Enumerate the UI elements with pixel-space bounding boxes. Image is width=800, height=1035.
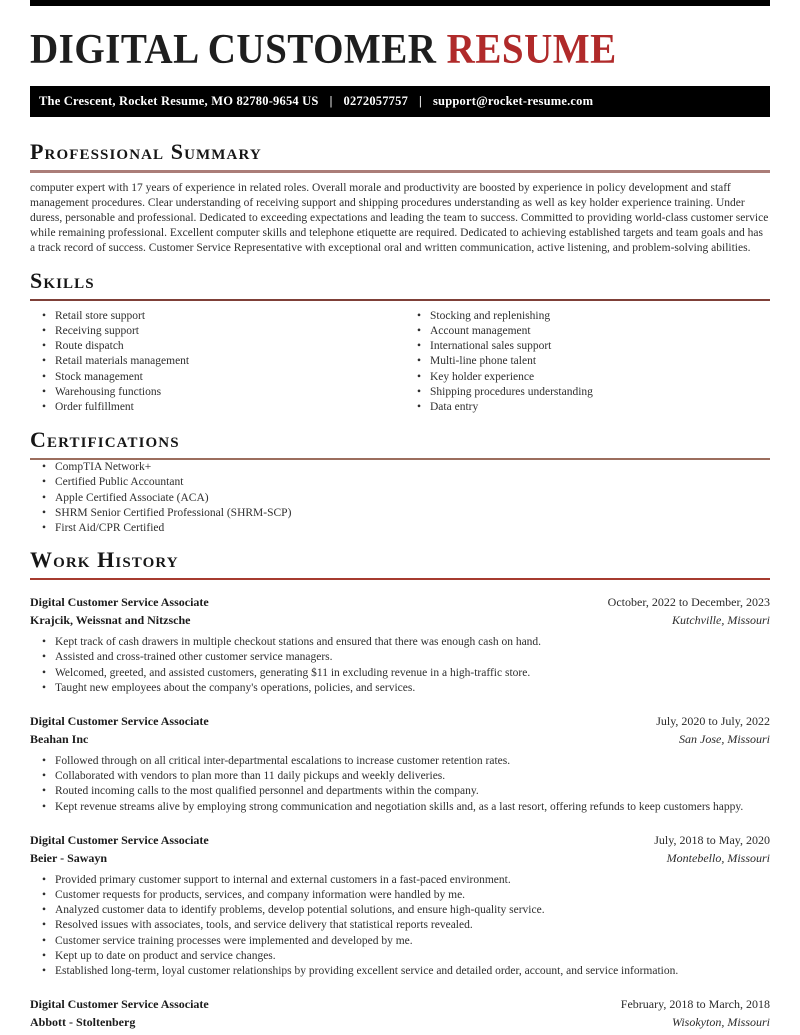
certification-item: • First Aid/CPR Certified [30, 521, 770, 536]
job-bullet: • Followed through on all critical inter-departmental escalations to increase customer retention rates. [30, 754, 770, 769]
job-subheader-row [30, 1013, 770, 1031]
job-company: Krajcik, Weissnat and Nitzsche [30, 613, 191, 628]
contact-bar [30, 86, 770, 117]
skill-item: • Stock management [30, 370, 405, 385]
job-bullet: • Kept up to date on product and service changes. [30, 949, 770, 964]
job-header-row [30, 593, 770, 611]
job-subheader-row [30, 730, 770, 748]
job-title: Digital Customer Service Associate [30, 713, 209, 728]
summary-paragraph: computer expert with 17 years of experience in related roles. Overall morale and productivity are boosted by experience in policy development and staff management procedures. Clear understanding of receiving support and shipping procedures understanding as well as key holder experience training. Under duress, personable and professional. Dedicated to exceeding expectations and leading the team to success. Committed to providing world-class customer service while remaining professional. Excellent computer skills and telephone etiquette are required. Dedicated to achieving established targets and team goals and has a track record of success. Customer Service Representative with exceptional oral and written communication, active listening, and problem-solving abilities. [30, 182, 769, 255]
job-dates: October, 2022 to December, 2023 [607, 595, 770, 610]
section-heading-professional-summary: Professional Summary [30, 139, 262, 165]
job-bullet: • Provided primary customer support to internal and external customers in a fast-paced environment. [30, 873, 770, 888]
job-bullet: • Resolved issues with associates, tools, and service delivery that statistical reports revealed. [30, 918, 770, 933]
contact-phone: 0272057757 [343, 94, 409, 109]
job-entry [30, 593, 770, 696]
job-location: Montebello, Missouri [666, 850, 770, 865]
certification-item: • CompTIA Network+ [30, 460, 770, 475]
section-heading-skills: Skills [30, 267, 95, 293]
job-bullet: • Welcomed, greeted, and assisted customers, generating $11 in excluding revenue in a high-traffic store. [30, 666, 770, 681]
job-bullet: • Taught new employees about the company's operations, policies, and services. [30, 681, 770, 696]
job-dates: July, 2018 to May, 2020 [654, 832, 770, 847]
job-bullet: • Kept revenue streams alive by employing strong communication and negotiation skills and, as a last resort, offering refunds to keep customers happy. [30, 800, 770, 815]
skill-item: • Order fulfillment [30, 400, 405, 415]
job-bullet-list [30, 754, 770, 815]
job-location: San Jose, Missouri [679, 731, 770, 746]
job-subheader-row [30, 849, 770, 867]
job-bullet: • Kept track of cash drawers in multiple checkout stations and ensured that there was enough cash on hand. [30, 635, 770, 650]
certifications-list [30, 460, 770, 536]
job-bullet: • Routed incoming calls to the most qualified personnel and departments within the company. [30, 784, 770, 799]
skill-item: • Account management [405, 324, 770, 339]
skill-item: • Data entry [405, 400, 770, 415]
work-history-rule [30, 578, 770, 580]
job-title: Digital Customer Service Associate [30, 595, 209, 610]
summary-rule [30, 170, 770, 173]
job-location: Kutchville, Missouri [672, 613, 770, 628]
job-bullet: • Customer service training processes were implemented and developed by me. [30, 934, 770, 949]
job-header-row [30, 995, 770, 1013]
job-bullet-list [30, 635, 770, 696]
skills-rule [30, 299, 770, 301]
skill-item: • Route dispatch [30, 339, 405, 354]
certification-item: • SHRM Senior Certified Professional (SHRM-SCP) [30, 506, 770, 521]
resume-title-primary: DIGITAL CUSTOMER [30, 27, 447, 73]
skill-item: • Key holder experience [405, 370, 770, 385]
contact-email: support@rocket-resume.com [432, 94, 594, 109]
job-dates: July, 2020 to July, 2022 [656, 713, 770, 728]
job-company: Beier - Sawayn [30, 850, 108, 865]
job-header-row [30, 712, 770, 730]
section-heading-work-history: Work History [30, 547, 179, 573]
skill-item: • Stocking and replenishing [405, 309, 770, 324]
resume-title [30, 27, 718, 73]
job-subheader-row [30, 611, 770, 629]
job-bullet: • Collaborated with vendors to plan more than 11 daily pickups and weekly deliveries. [30, 769, 770, 784]
job-company: Beahan Inc [30, 731, 89, 746]
job-title: Digital Customer Service Associate [30, 997, 209, 1012]
contact-separator: | [419, 94, 422, 109]
certification-item: • Certified Public Accountant [30, 475, 770, 490]
job-bullet-list [30, 873, 770, 979]
skill-item: • Warehousing functions [30, 385, 405, 400]
contact-separator: | [329, 94, 333, 109]
skill-item: • Multi-line phone talent [405, 354, 770, 369]
skill-item: • Receiving support [30, 324, 405, 339]
job-bullet: • Assisted and cross-trained other customer service managers. [30, 650, 770, 665]
skill-item: • International sales support [405, 339, 770, 354]
job-header-row [30, 831, 770, 849]
job-location: Wisokyton, Missouri [672, 1015, 770, 1030]
resume-title-accent: RESUME [446, 27, 617, 73]
section-heading-certifications: Certifications [30, 427, 180, 453]
job-entry [30, 712, 770, 815]
job-entry [30, 831, 770, 979]
job-company: Abbott - Stoltenberg [30, 1015, 136, 1030]
job-dates: February, 2018 to March, 2018 [620, 997, 770, 1012]
skills-column-2 [405, 309, 770, 415]
skills-columns [30, 309, 770, 415]
job-title: Digital Customer Service Associate [30, 832, 209, 847]
skill-item: • Retail materials management [30, 354, 405, 369]
contact-address: The Crescent, Rocket Resume, MO 82780-9654 US [39, 94, 319, 109]
job-bullet: • Established long-term, loyal customer relationships by providing excellent service and detailed order, account, and service information. [30, 964, 770, 979]
skills-column-1 [30, 309, 405, 415]
job-bullet: • Analyzed customer data to identify problems, develop potential solutions, and ensure high-quality service. [30, 903, 770, 918]
skill-item: • Retail store support [30, 309, 405, 324]
certification-item: • Apple Certified Associate (ACA) [30, 491, 770, 506]
skill-item: • Shipping procedures understanding [405, 385, 770, 400]
job-entry [30, 995, 770, 1031]
job-bullet: • Customer requests for products, services, and company information were handled by me. [30, 888, 770, 903]
top-black-rule [30, 0, 770, 6]
